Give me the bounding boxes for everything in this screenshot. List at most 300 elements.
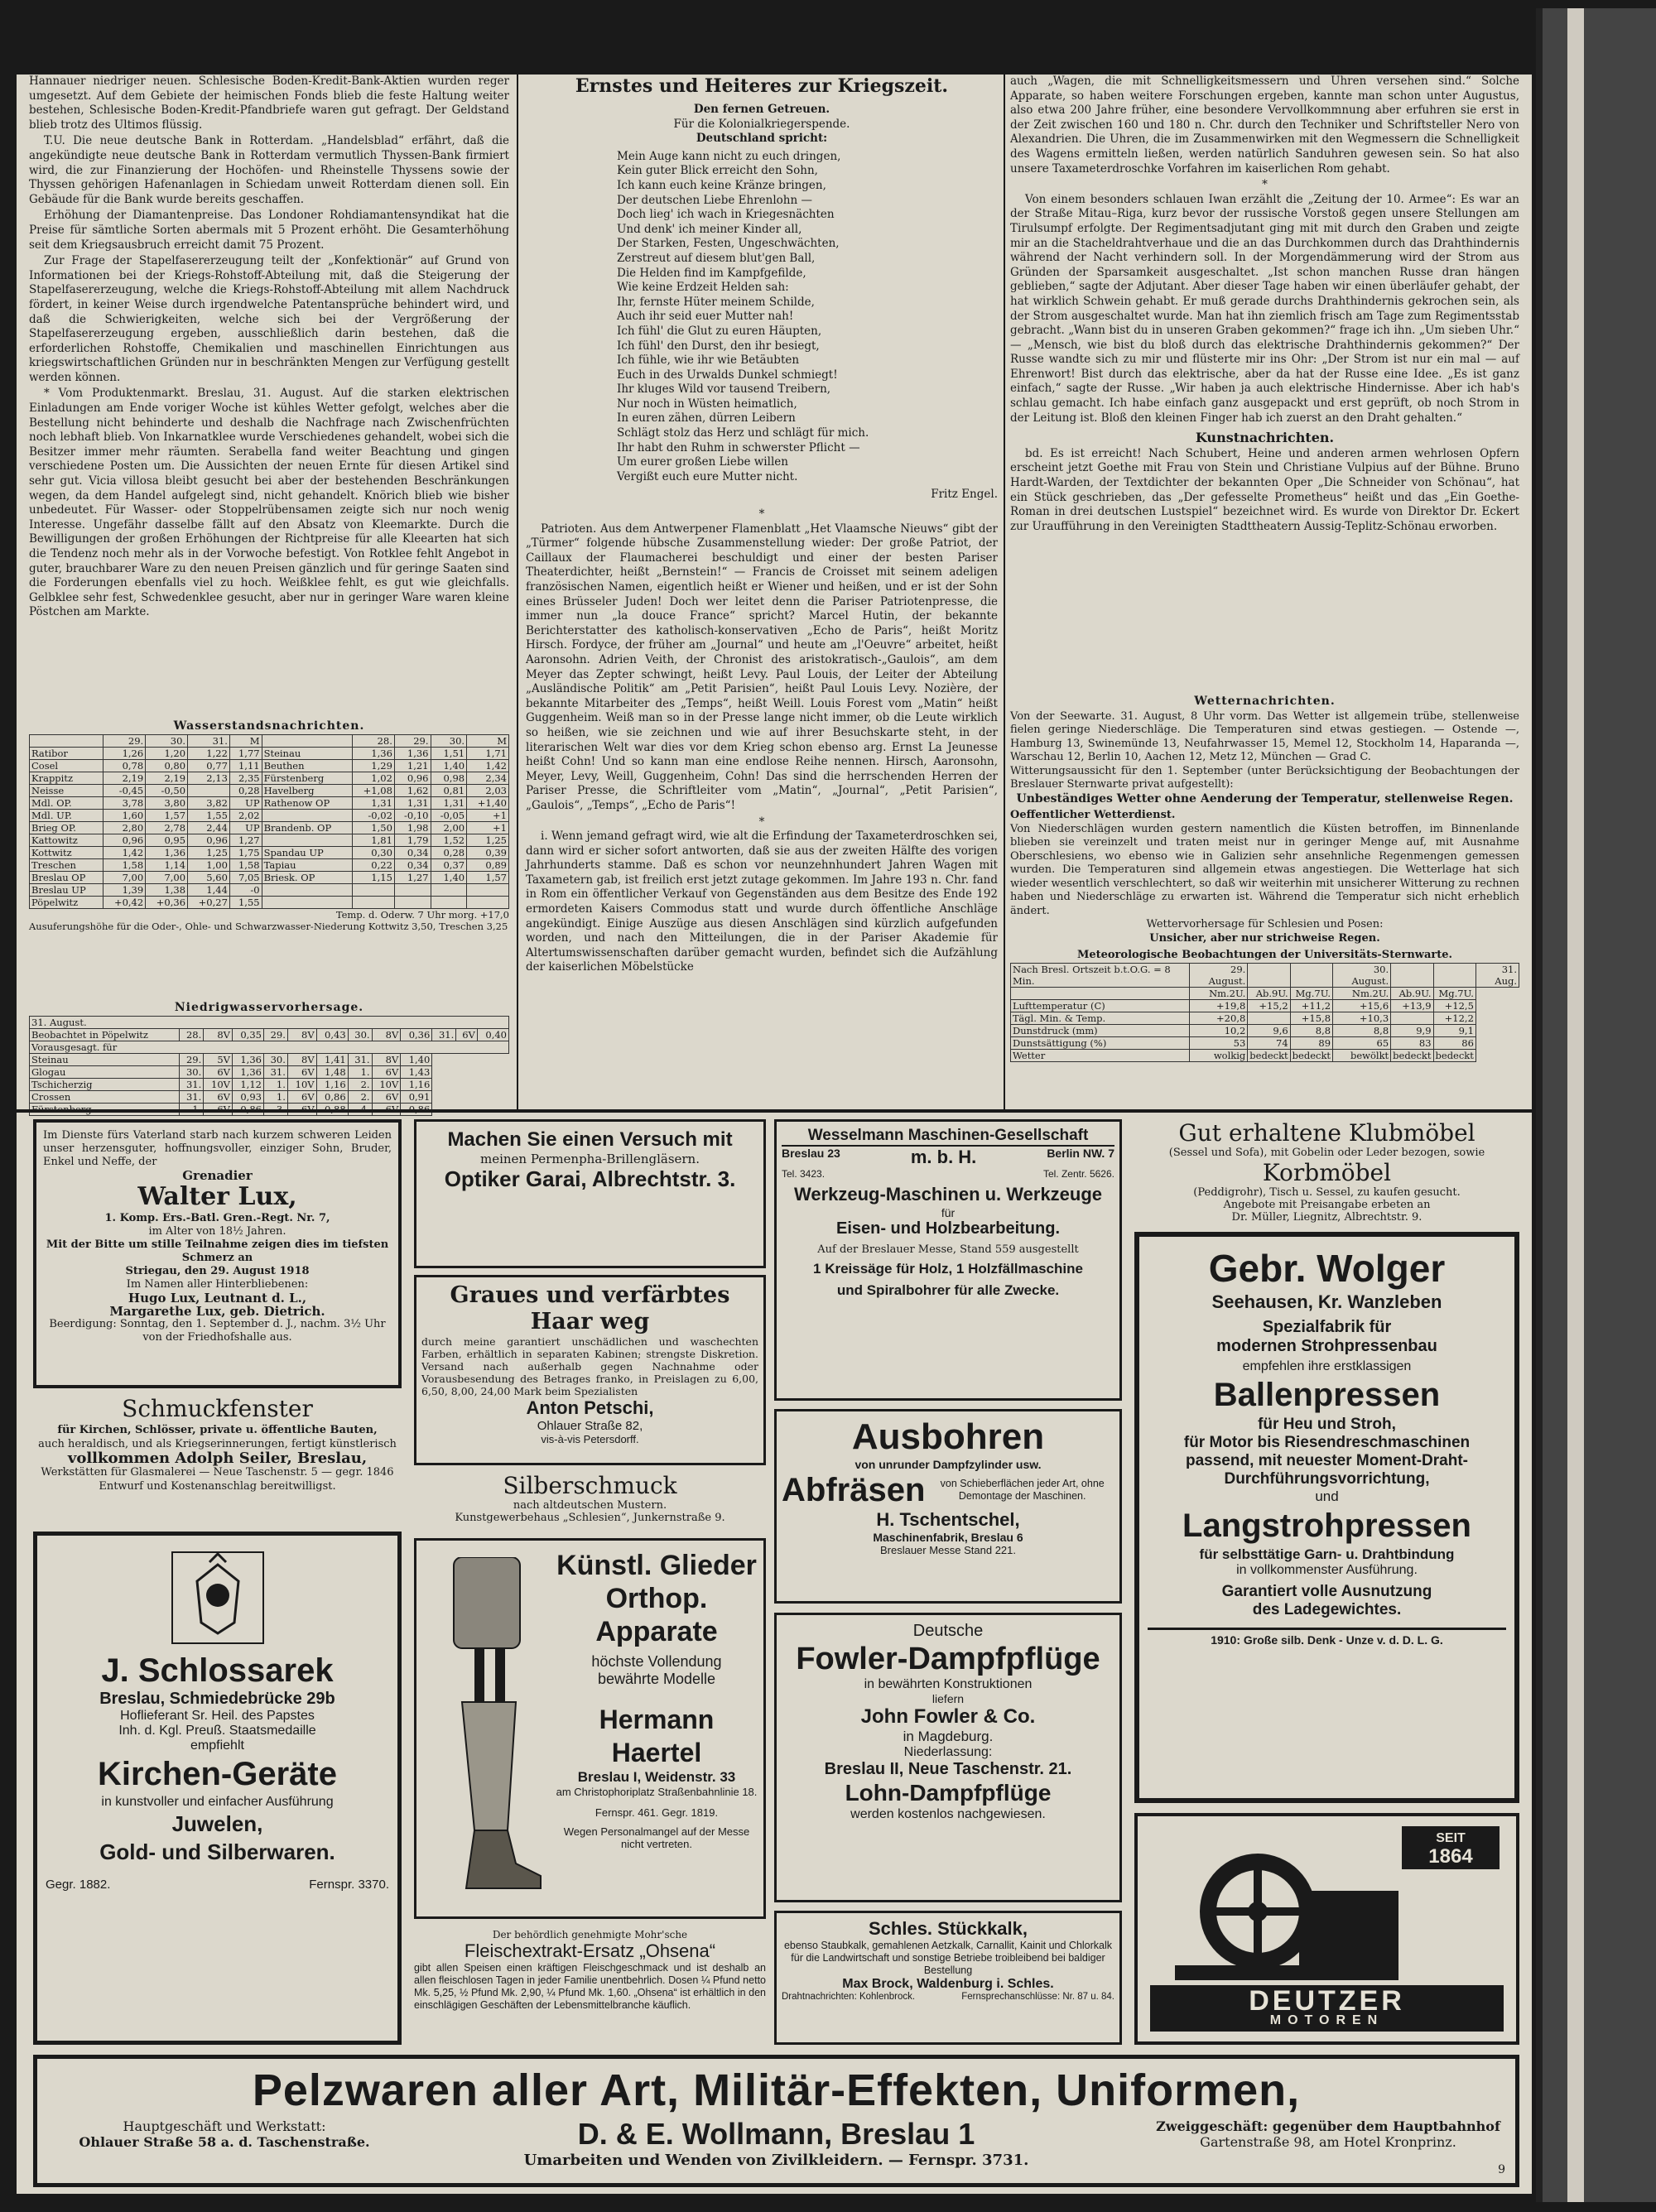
table-cell: Beobachtet in Pöpelwitz [30,1029,180,1041]
table-cell: 8V [372,1029,401,1041]
ad-stueckkalk [774,1911,1122,2045]
poem-line: Der Starken, Festen, Ungeschwächten, [617,237,840,251]
table-cell: 29. [180,1054,204,1066]
table-cell: +15,8 [1290,1012,1332,1024]
wollmann-title: Pelzwaren aller Art, Militär-Effekten, Uniformen, [252,2065,1301,2115]
table-cell: 1,27 [229,834,262,847]
engine-icon [1158,1841,1407,1982]
ad-silberschmuck [414,1472,766,1524]
table-cell: +12,2 [1433,1012,1475,1024]
table-cell: 65 [1333,1036,1391,1049]
table-cell [262,810,352,822]
table-cell: 1,60 [104,810,146,822]
table-cell: 1,48 [316,1066,348,1079]
table-cell: Glogau [30,1066,180,1079]
table-cell: bedeckt [1391,1049,1433,1061]
klubmoebel-title: Gut erhaltene Klubmöbel [1178,1119,1475,1147]
haertel-name: Hermann Haertel [599,1705,715,1767]
table-cell: 1,43 [401,1066,432,1079]
table-row [30,1066,509,1079]
table-cell: UP [229,797,262,810]
table-cell: Treschen [30,859,104,872]
haar-text: durch meine garantiert unschädlichen und waschechten Farben, erhältlich in separaten Kabinen; strengste Diskretion. Versand nach außerhalb gegen Nachnahme oder Vorausbesendung des Betrages franko, in Preislagen zu 6,00, 6,50, 8,00, 24,00 Mark beim Spezialisten [421,1335,758,1397]
paragraph-patrioten: Patrioten. Aus dem Antwerpener Flamenblatt „Het Vlaamsche Nieuws“ gibt der „Türmer“ folgende hübsche Zusammenstellung wieder: Der große Patriot, der Caillaux der Flaumacherei beschuldigt und einer der besten Pariser Theaterdichter, heißt „Bernstein!“ — Francis de Croisset mit seinem adeligen französischen Namen, eigentlich heißt er Wiener und heißen, und er ist der Sohn eines Brüsseler Juden! Doch wer leitet denn die Pariser Patriotenpresse, die immer nun „la douce France“ spricht? Marcel Hutin, der bekannte Berichterstatter des katholisch-konservativen „Echo de Paris“, heißt Moritz Hirsch. Fordyce, der früher am „Journal“ und heute am „l'Oeuvre“ arbeitet, heißt Aaronsohn. Adrien Veith, der Chronist des aristokratisch-„Gaulois“, am dem Meyer das Zepter schwingt, heißt Levy. Paul Louis, der Leiter der Abteilung „Ausländische Politik“ am „Petit Parisien“, heißt Paul Louis Levy. Nozière, der bekannte Mitarbeiter des „Temps“, heißt Weill. Louis Forest vom „Matin“ heißt Guggenheim. Weiß man so in der Presse lange nicht immer, ob die Leute wirklich so heißen, wie sie zeichnen und wie auf ihrer Besuchskarte steht, in der literarischen Welt war dies vor dem Krieg schon ebenso arg. Ernst La Jeunesse heißt Cohn! Und so kann man eine endlose Reihe nennen. Hirsch, Aaronsohn, Meyer, Levy, Weill, Guggenheim, Cohn! Das sind die herrschenden Herren der Pariser Presse, die Schriftleiter vom „Matin“, „Journal“, „Petit Parisien“, „Gaulois“, „Temps“, „Echo de Paris“! [526,522,998,812]
poem-author: Fritz Engel. [931,488,998,502]
schlossarek-l6: Gold- und Silberwaren. [99,1839,335,1864]
table-cell: 0,86 [316,1091,348,1104]
ad-ohsena [414,1929,766,2012]
table-cell: 0,80 [146,760,188,772]
table-cell: 0,39 [467,847,509,859]
stueckkalk-title: Schles. Stückkalk, [869,1918,1028,1939]
wolger-l10: in vollkommenster Ausführung. [1236,1563,1418,1577]
wollmann-bottom: Umarbeiten und Wenden von Zivilkleidern. — Fernspr. 3731. [523,2152,1029,2169]
schlossarek-l1: Hoflieferant Sr. Heil. des Papstes [120,1709,315,1723]
separator-asterisk: * [758,507,765,522]
meteo-table [1010,963,1519,1062]
fowler-l5: Niederlassung: [903,1745,993,1759]
paragraph-iwan: Von einem besonders schlauen Iwan erzählt die „Zeitung der 10. Armee“: Es war an der Straße Mitau–Riga, kurz bevor der russische Vorstoß gegen unsere Stellungen am Tirulsumpf erfolgte. Der Regimentsadjutant ging mit mit durch den Graben und zeigte mir an die Stacheldrahtverhaue und die an das Durchkommen durch das Drahthindernis während der Nacht verhindern soll. In der Morgendämmerung wird der Strom aus Gründen der Sparsamkeit ausgeschaltet. „Ist schon manchen Russe dran hängen geblieben,“ sagte der Adjutant. Aber dieser Tage haben wir einen überläufer gehabt, der hat wirklich Schwein gehabt. Er muß gerade durchs Drahthindernis gekrochen sein, als der Strom ausgeschaltet wurde. Man hat ihn ziemlich frisch am Tage zum Regimentsstab gebracht. „Wann bist du in unseren Graben gekommen?“ frage ich ihn. „Um sieben Uhr.“ — „Mensch, wie bist du bloß durch das elektrische Drahthindernis gekommen?“ Der Russe wandte sich zu mir und flüsterte mir ins Ohr: „Der Strom ist nur ein mal — auf Ehrenwort! Bist durch das elektrische, aber da hat der Russe eine Idee. „Es ist ganz einfach,“ sagte der Russe. „Wir haben ja auch elektrische Hindernisse. Aber ich hab's schlau gemacht. Ich habe einfach ganz ausgepackt und erst geprüft, ob noch Strom in der Leitung ist. Bloß den kleinen Finger hab ich zuerst an den Draht gehalten.“ [1010,192,1519,425]
table-cell: -0 [229,884,262,897]
table-row [30,810,509,822]
poem-line: Ihr habt den Ruhm in schwerster Pflicht — [617,440,860,454]
haertel-addr2: am Christophoriplatz Straßenbahnlinie 18. [556,1786,758,1798]
table-cell: 1,38 [146,884,188,897]
temp-note: Temp. d. Oderw. 7 Uhr morg. +17,0 [335,909,509,921]
table-header-cell: Mg.7U. [1433,987,1475,999]
table-cell: 1,36 [394,748,431,760]
table-row [30,1029,509,1041]
table-cell: 1,81 [353,834,395,847]
lux-beerdigung: Beerdigung: Sonntag, den 1. September d. J., nachm. 3½ Uhr von der Friedhofshalle aus. [49,1318,386,1344]
table-cell: 9,1 [1433,1024,1475,1036]
deutz-seit: SEIT [1436,1831,1466,1845]
table-cell: Lufttemperatur (C) [1011,999,1190,1012]
wolger-l7: Durchführungsvorrichtung, [1224,1470,1430,1488]
table-header-row [30,735,509,748]
table-cell: Kattowitz [30,834,104,847]
ausbohren-title: Ausbohren [851,1416,1045,1457]
table-cell: Pöpelwitz [30,897,104,909]
wolger-l4: für Heu und Stroh, [1258,1416,1396,1433]
table-cell: 1. [263,1079,287,1091]
wesselmann-title: Wesselmann Maschinen-Gesellschaft [782,1127,1114,1147]
table-cell: -0,02 [353,810,395,822]
garai-l3: Optiker Garai, Albrechtstr. 3. [444,1166,736,1191]
table-cell: 1,40 [431,760,467,772]
table-cell [1391,1012,1433,1024]
table-cell: 1,75 [229,847,262,859]
table-cell: +12,5 [1433,999,1475,1012]
separator-asterisk: * [1262,178,1268,192]
poem-line: Zerstreut auf diesem blut'gen Ball, [617,251,816,265]
table-cell: 7,00 [146,872,188,884]
wasserstand-footer: Ausuferungshöhe für die Oder-, Ohle- und Schwarzwasser-Niederung Kottwitz 3,50, Treschen 3,25 [29,921,508,932]
table-cell: 1. [263,1091,287,1104]
table-cell: +1 [467,810,509,822]
table-cell: 31. [348,1054,372,1066]
table-cell [431,884,467,897]
table-cell: Ratibor [30,748,104,760]
table-cell: 6V [287,1066,316,1079]
table-cell [353,884,395,897]
haar-title: Graues und verfärbtes Haar weg [450,1282,730,1334]
table-cell: -0,05 [431,810,467,822]
table-cell: 1,00 [188,859,230,872]
table-cell: 0,89 [467,859,509,872]
table-row [30,859,509,872]
stueckkalk-l2: Fernsprechanschlüsse: Nr. 87 u. 84. [961,1992,1114,2002]
table-cell: 1,21 [394,760,431,772]
table-cell: Dunstsättigung (%) [1011,1036,1190,1049]
table-cell: +13,9 [1391,999,1433,1012]
table-cell: +0,36 [146,897,188,909]
table-cell: +15,2 [1248,999,1290,1012]
table-cell: 10V [287,1079,316,1091]
wolger-big2: Langstrohpressen [1182,1508,1471,1544]
wetter-title: Wetternachrichten. [1194,695,1336,708]
ad-deutz [1134,1813,1519,2045]
table-cell: 2,34 [467,772,509,785]
table-cell: 86 [1433,1036,1475,1049]
table-cell: 1,20 [146,748,188,760]
ad-death-notice-lux [33,1119,402,1388]
lux-name: Walter Lux, [137,1182,297,1211]
ohsena-text: gibt allen Speisen einen kräftigen Fleischgeschmack und ist deshalb an allen fleischlosen Tagen in jeder Familie unentbehrlich. Dosen ¼ Pfund netto Mk. 5,25, ½ Pfund Mk. 2,90, ¼ Pfund Mk. 1,60. „Ohsena“ ist erhältlich in den einschlägigen Geschäften der Lebensmittelbranche käuflich. [414,1962,766,2011]
table-cell: 1,40 [401,1054,432,1066]
ad-klubmoebel [1134,1119,1519,1224]
table-cell: Havelberg [262,785,352,797]
table-cell: 6V [204,1066,233,1079]
table-cell: 6V [372,1091,401,1104]
table-cell: 1,39 [104,884,146,897]
paragraph-diamanten: Erhöhung der Diamantenpreise. Das Londoner Rohdiamantensyndikat hat die Preise für sämtliche Sorten abermals mit 5 Prozent erhöht. Die Gesamterhöhung seit dem Kriegsausbruch erreicht damit 75 Prozent. [29,209,509,252]
wasserstand-table [29,734,509,909]
table-cell [262,884,352,897]
table-cell: 2. [348,1091,372,1104]
table-cell: 3,82 [188,797,230,810]
poem-subtitle: Für die Kolonialkriegerspende. [673,117,850,131]
table-cell: 31. [263,1066,287,1079]
wasserstand-section [29,716,509,932]
haertel-tel: Fernspr. 461. [595,1806,659,1819]
ads-top-rule [17,1109,1532,1113]
table-cell: 1,31 [394,797,431,810]
table-cell: Breslau OP [30,872,104,884]
wesselmann-big: Werkzeug-Maschinen u. Werkzeuge [793,1184,1103,1205]
table-cell: 9,9 [1391,1024,1433,1036]
table-cell: Vorausgesagt. für [30,1041,509,1054]
table-cell: 1,51 [431,748,467,760]
table-cell: 1,40 [431,872,467,884]
fowler-l7: werden kostenlos nachgewiesen. [850,1807,1046,1821]
schmuck-l3: vollkommen Adolph Seiler, Breslau, [67,1450,368,1467]
table-cell: +0,27 [188,897,230,909]
table-cell: 10V [204,1079,233,1091]
table-cell: Brandenb. OP [262,822,352,834]
schlossarek-l5: Juwelen, [171,1811,263,1836]
table-cell: 10,2 [1190,1024,1248,1036]
table-cell: UP [229,822,262,834]
wolger-addr: Seehausen, Kr. Wanzleben [1211,1291,1442,1312]
table-cell: 0,22 [353,859,395,872]
silber-title: Silberschmuck [503,1472,677,1499]
newspaper-page [17,75,1532,2194]
table-cell: +15,6 [1333,999,1391,1012]
poem-line: Mein Auge kann nicht zu euch dringen, [617,149,841,163]
wesselmann-l6: für [941,1206,956,1219]
table-row [1011,1024,1519,1036]
deutz-sub: MOTOREN [1269,2013,1384,2027]
wollmann-left1: Hauptgeschäft und Werkstatt: [123,2118,326,2134]
schmuck-l4: Werkstätten für Glasmalerei — Neue Taschenstr. 5 — gegr. 1846 [41,1466,394,1479]
wetter-forecast: Unbeständiges Wetter ohne Aenderung der Temperatur, stellenweise Regen. [1016,791,1514,805]
table-header-cell: M [467,735,509,748]
table-cell: 29. [263,1029,287,1041]
table-cell: 10V [372,1079,401,1091]
table-cell: 1,42 [467,760,509,772]
table-cell: 2,02 [229,810,262,822]
table-cell: 2,19 [104,772,146,785]
table-header-cell: 29. [104,735,146,748]
table-cell: 0,96 [104,834,146,847]
wolger-l6: passend, mit neuester Moment-Draht- [1186,1452,1468,1469]
poem-line: Ich fühl' den Durst, den ihr besiegt, [617,339,820,353]
table-cell: 7,00 [104,872,146,884]
table-cell: 1,57 [146,810,188,822]
table-header-cell: 30. [146,735,188,748]
vorhersage-text: Unsicher, aber nur strichweise Regen. [1149,931,1380,945]
ad-schmuckfenster [33,1395,402,1493]
column-taxameter-cont [1010,75,1519,683]
table-cell: 1,22 [188,748,230,760]
table-cell [467,884,509,897]
poem-line: Und denk' ich meiner Kinder all, [617,222,802,236]
wollmann-num: 9 [1498,2163,1505,2176]
wolger-name: Gebr. Wolger [1208,1247,1446,1290]
table-header-cell [1290,963,1332,987]
table-header-cell: 30. August. [1333,963,1391,987]
niedrigwasser-table [29,1016,509,1116]
ad-schlossarek [33,1532,402,2045]
fowler-title: Fowler-Dampfpflüge [796,1642,1100,1676]
table-cell: 0,34 [394,859,431,872]
table-row [1011,1049,1519,1061]
ausbohren-l4: Breslauer Messe Stand 221. [879,1544,1017,1556]
table-cell: -0,50 [146,785,188,797]
table-cell: 2,00 [431,822,467,834]
table-cell: Spandau UP [262,847,352,859]
wolger-footer: 1910: Große silb. Denk - Unze v. d. D. L. G. [1148,1628,1506,1647]
ad-haertel [414,1538,766,1919]
table-cell: 30. [180,1066,204,1079]
table-header-cell: Ab.9U. [1391,987,1433,999]
table-header-cell: Nm.2U. [1190,987,1248,999]
table-cell [394,884,431,897]
table-header-cell [1433,963,1475,987]
haertel-t2: Orthop. Apparate [595,1583,718,1647]
table-cell: 1. [348,1066,372,1079]
table-cell: 0,43 [316,1029,348,1041]
wolger-l12: des Ladegewichtes. [1252,1601,1402,1618]
table-cell [353,897,395,909]
table-cell: +20,8 [1190,1012,1248,1024]
poem-line: Ich fühl' die Glut zu euren Häupten, [617,324,822,338]
niedrigwasser-section [29,998,509,1116]
poem-line: Auch ihr seid euer Mutter nah! [617,310,794,324]
table-cell: Mdl. UP. [30,810,104,822]
table-cell [1248,1012,1290,1024]
table-cell: Brieg OP. [30,822,104,834]
table-cell: 8V [287,1054,316,1066]
table-cell: 0,36 [401,1029,432,1041]
deutz-year: 1864 [1428,1845,1473,1868]
schlossarek-l4: in kunstvoller und einfacher Ausführung [101,1795,334,1809]
haar-addr2: vis-à-vis Petersdorff. [541,1433,639,1445]
table-cell: +0,42 [104,897,146,909]
ad-haar [414,1275,766,1465]
poem-line: Doch lieg' ich wach in Kriegesnächten [617,208,835,222]
table-cell: 0,40 [477,1029,508,1041]
table-cell: 1,31 [431,797,467,810]
table-cell: 9,6 [1248,1024,1290,1036]
table-header-cell: M [229,735,262,748]
table-cell: 1,57 [467,872,509,884]
table-cell: 1,98 [394,822,431,834]
table-cell: 1,14 [146,859,188,872]
table-cell: 6V [204,1091,233,1104]
poem-line: Die Helden find im Kampfgefilde, [617,266,806,280]
paragraph-kunst: bd. Es ist erreicht! Nach Schubert, Heine und anderen armen wehrlosen Opfern erscheint jetzt Goethe mit Frau von Stein und Christiane Vulpius auf der Bühne. Bruno Hardt-Warden, der Textdichter der bekannten Oper „Die Schneider von Schönau“, hat ein Stück geschrieben, das „Der gefesselte Prometheus“ heißt und das „Ein Goethe-Roman in drei deutschen Lustspiel“ bezeichnet wird. Es wurde von Direktor Dr. Eckert zur Uraufführung in den Vereinigten Stadttheatern Aussig-Teplitz-Schönau erworben. [1010,446,1519,533]
table-row [30,834,509,847]
table-cell: 0,35 [232,1029,263,1041]
table-cell: bewölkt [1333,1049,1391,1061]
table-cell: 1,79 [394,834,431,847]
table-cell: 0,77 [188,760,230,772]
lux-father: Hugo Lux, Leutnant d. L., [128,1291,307,1306]
table-row [30,785,509,797]
table-cell: Rathenow OP [262,797,352,810]
table-header-cell: 30. [431,735,467,748]
wollmann-left2: Ohlauer Straße 58 a. d. Taschenstraße. [79,2134,370,2150]
ausbohren-big: Abfräsen [782,1472,926,1508]
poem-line: Ich kann euch keine Kränze bringen, [617,178,826,192]
wesselmann-l7: Eisen- und Holzbearbeitung. [835,1219,1060,1238]
table-cell: Fürstenberg [262,772,352,785]
lux-bitte: Mit der Bitte um stille Teilnahme zeigen dies im tiefsten Schmerz an [46,1238,389,1264]
table-row [30,884,509,897]
ohsena-l1: Der behördlich genehmigte Mohr'sche [492,1929,688,1940]
table-cell: 1,16 [316,1079,348,1091]
table-cell: 2,13 [188,772,230,785]
table-cell: +19,8 [1190,999,1248,1012]
ausbohren-l2: von Schieberflächen jeder Art, ohne Demontage der Maschinen. [940,1478,1105,1502]
table-header-row [30,1017,509,1029]
ohsena-title: Fleischextrakt-Ersatz „Ohsena“ [464,1940,716,1961]
table-header-cell: 31. Aug. [1475,963,1519,987]
table-cell: 1,15 [353,872,395,884]
table-cell: 74 [1248,1036,1290,1049]
table-cell: Neisse [30,785,104,797]
table-header-cell [30,735,104,748]
wolger-l3: empfehlen ihre erstklassigen [1242,1359,1412,1373]
table-row [30,1054,509,1066]
klubmoebel-l1: (Sessel und Sofa), mit Gobelin oder Leder bezogen, sowie [1168,1147,1485,1159]
poem-speaker: Deutschland spricht: [696,132,828,146]
fowler-l6: Breslau II, Neue Taschenstr. 21. [824,1760,1072,1778]
table-row [30,822,509,834]
silber-l2: Kunstgewerbehaus „Schlesien“, Junkernstraße 9. [455,1512,725,1524]
lux-rank: Grenadier [182,1168,253,1183]
table-cell: 1,42 [104,847,146,859]
table-cell: 1,25 [188,847,230,859]
section-heading: Ernstes und Heiteres zur Kriegszeit. [575,75,949,97]
table-cell: 28. [180,1029,204,1041]
paragraph-wagen: auch „Wagen, die mit Schnelligkeitsmessern und Uhren versehen sind.“ Solche Apparate, so haben weitere Forschungen ergeben, kannte man schon unter Augustus, also etwa 200 Jahre früher, eine besondere Vervollkommnung aber erfuhren sie erst in der Zeit zwischen 160 und 180 n. Chr. durch den Techniker und Schriftsteller Nero von Alexandrien. Die Uhren, die im Zusammenwirken mit den Wegmessern die Schnelligkeit des Wagens ermitteln ließen, werden natürlich Sanduhren gewesen sein. So hat also unsere Taxameterdroschke Vorfahren im kaiserlichen Rom gehabt. [1010,75,1519,176]
table-row [30,748,509,760]
table-row [30,872,509,884]
table-cell: 5,60 [188,872,230,884]
paragraph-bank-rotterdam: T.U. Die neue deutsche Bank in Rotterdam. „Handelsblad“ erfährt, daß die angekündigte neue deutsche Bank in Rotterdam vermutlich Thyssen-Bank firmiert wird, die zur Finanzierung der Hochöfen- und Rheinstelle Thyssens sowie der Thyssen gehörigen Hafenanlagen in Schiedam unweit Rotterdam dienen soll. Ein Gebäude für die Bank wurde bereits geschaffen. [29,134,509,206]
table-cell: 2,80 [104,822,146,834]
ad-wolger [1134,1232,1519,1803]
schlossarek-big: Kirchen-Geräte [98,1756,337,1792]
table-cell: 1,55 [229,897,262,909]
poem-line: Kein guter Blick erreicht den Sohn, [617,164,818,178]
table-cell: 30. [263,1054,287,1066]
table-header-cell: Nm.2U. [1333,987,1391,999]
table-cell: 83 [1391,1036,1433,1049]
column-rule [1004,75,1005,1109]
paragraph-produktenmarkt: * Vom Produktenmarkt. Breslau, 31. August. Auf die starken elektrischen Einladungen am Ende voriger Woche ist kühles Wetter gefolgt, welches aber die Bestellung nicht behinderte und deshalb die Nachfrage nach Zwischenfrüchten noch lebhaft blieb. Von Inkarnatklee wurde Verschiedenes gehandelt, wobei sich die Besitzer immer mehr räumten. Serabella fand weiter Beachtung und gingen verschiedene Posten um. Die Aussichten der neuen Ernte für diesen Artikel sind sehr gut. Vicia villosa bleibt gesucht bei aber der bestehenden Beschränkungen wegen, da dem Handel aufgelegt sind, nicht gehandelt. Knörich blieb wie bisher unbedeutet. Für Wasser- oder Stoppelrübensamen zeigte sich nur noch wenig Interesse. Ungefähr dasselbe fällt auf den Absatz von Kleemarkte. Durch die Bewilligungen der großen Erhöhungen der Richtpreise für alle Kleearten hat sich die Tendenz noch mehr als in der Vorwoche befestigt. Von Rotklee fehlt Angebot in guter, brauchbarer Ware zu den neuen Preisen gänzlich und für geringe Saaten sind die Forderungen ebenfalls viel zu hoch. Weißklee fehlt, es gut wie gleichfalls. Gelbklee sehr fest, Schwedenklee gesucht, aber nur in geringer Ware waren kleine Pöstchen am Markte. [29,387,509,619]
lux-namens: Im Namen aller Hinterbliebenen: [126,1278,309,1291]
lux-intro: Im Dienste fürs Vaterland starb nach kurzem schweren Leiden unser herzensguter, hoffnungsvoller, einziger Sohn, Bruder, Enkel und Neffe, der [43,1129,392,1168]
wesselmann-l4: Tel. 3423. [782,1168,826,1180]
table-cell: 8,8 [1333,1024,1391,1036]
meteo-title: Meteorologische Beobachtungen der Universitäts-Sternwarte. [1076,949,1453,961]
table-cell [262,834,352,847]
table-cell: 0,78 [104,760,146,772]
poem-lines [526,150,998,485]
table-cell: Crossen [30,1091,180,1104]
table-cell: 1,77 [229,748,262,760]
table-cell: 0,95 [146,834,188,847]
schmuck-l2: auch heraldisch, und als Kriegserinnerungen, fertigt künstlerisch [38,1438,397,1450]
table-cell: 1,12 [232,1079,263,1091]
table-header-cell: Nach Bresl. Ortszeit b.t.O.G. = 8 Min. [1011,963,1190,987]
poem-title: Den fernen Getreuen. [693,103,830,116]
wolger-l1: Spezialfabrik für [1262,1318,1392,1336]
table-cell: bedeckt [1433,1049,1475,1061]
schlossarek-addr: Breslau, Schmiedebrücke 29b [99,1690,335,1708]
column-financial [29,75,509,716]
table-cell: +1,08 [353,785,395,797]
table-cell [262,897,352,909]
fowler-l3: liefern [932,1692,965,1705]
table-cell: 1,36 [232,1066,263,1079]
table-cell: 0,30 [353,847,395,859]
schlossarek-l2: Inh. d. Kgl. Preuß. Staatsmedaille [118,1724,316,1738]
table-cell: 1,50 [353,822,395,834]
poem-line: Wie keine Erdzeit Helden sah: [617,281,789,295]
table-row [1011,1036,1519,1049]
ausbohren-name: H. Tschentschel, [876,1509,1020,1530]
table-cell: 31. [180,1091,204,1104]
ad-garai [414,1119,766,1268]
haertel-l2: bewährte Modelle [597,1671,716,1687]
table-cell: Tapiau [262,859,352,872]
table-cell: 2,44 [188,822,230,834]
